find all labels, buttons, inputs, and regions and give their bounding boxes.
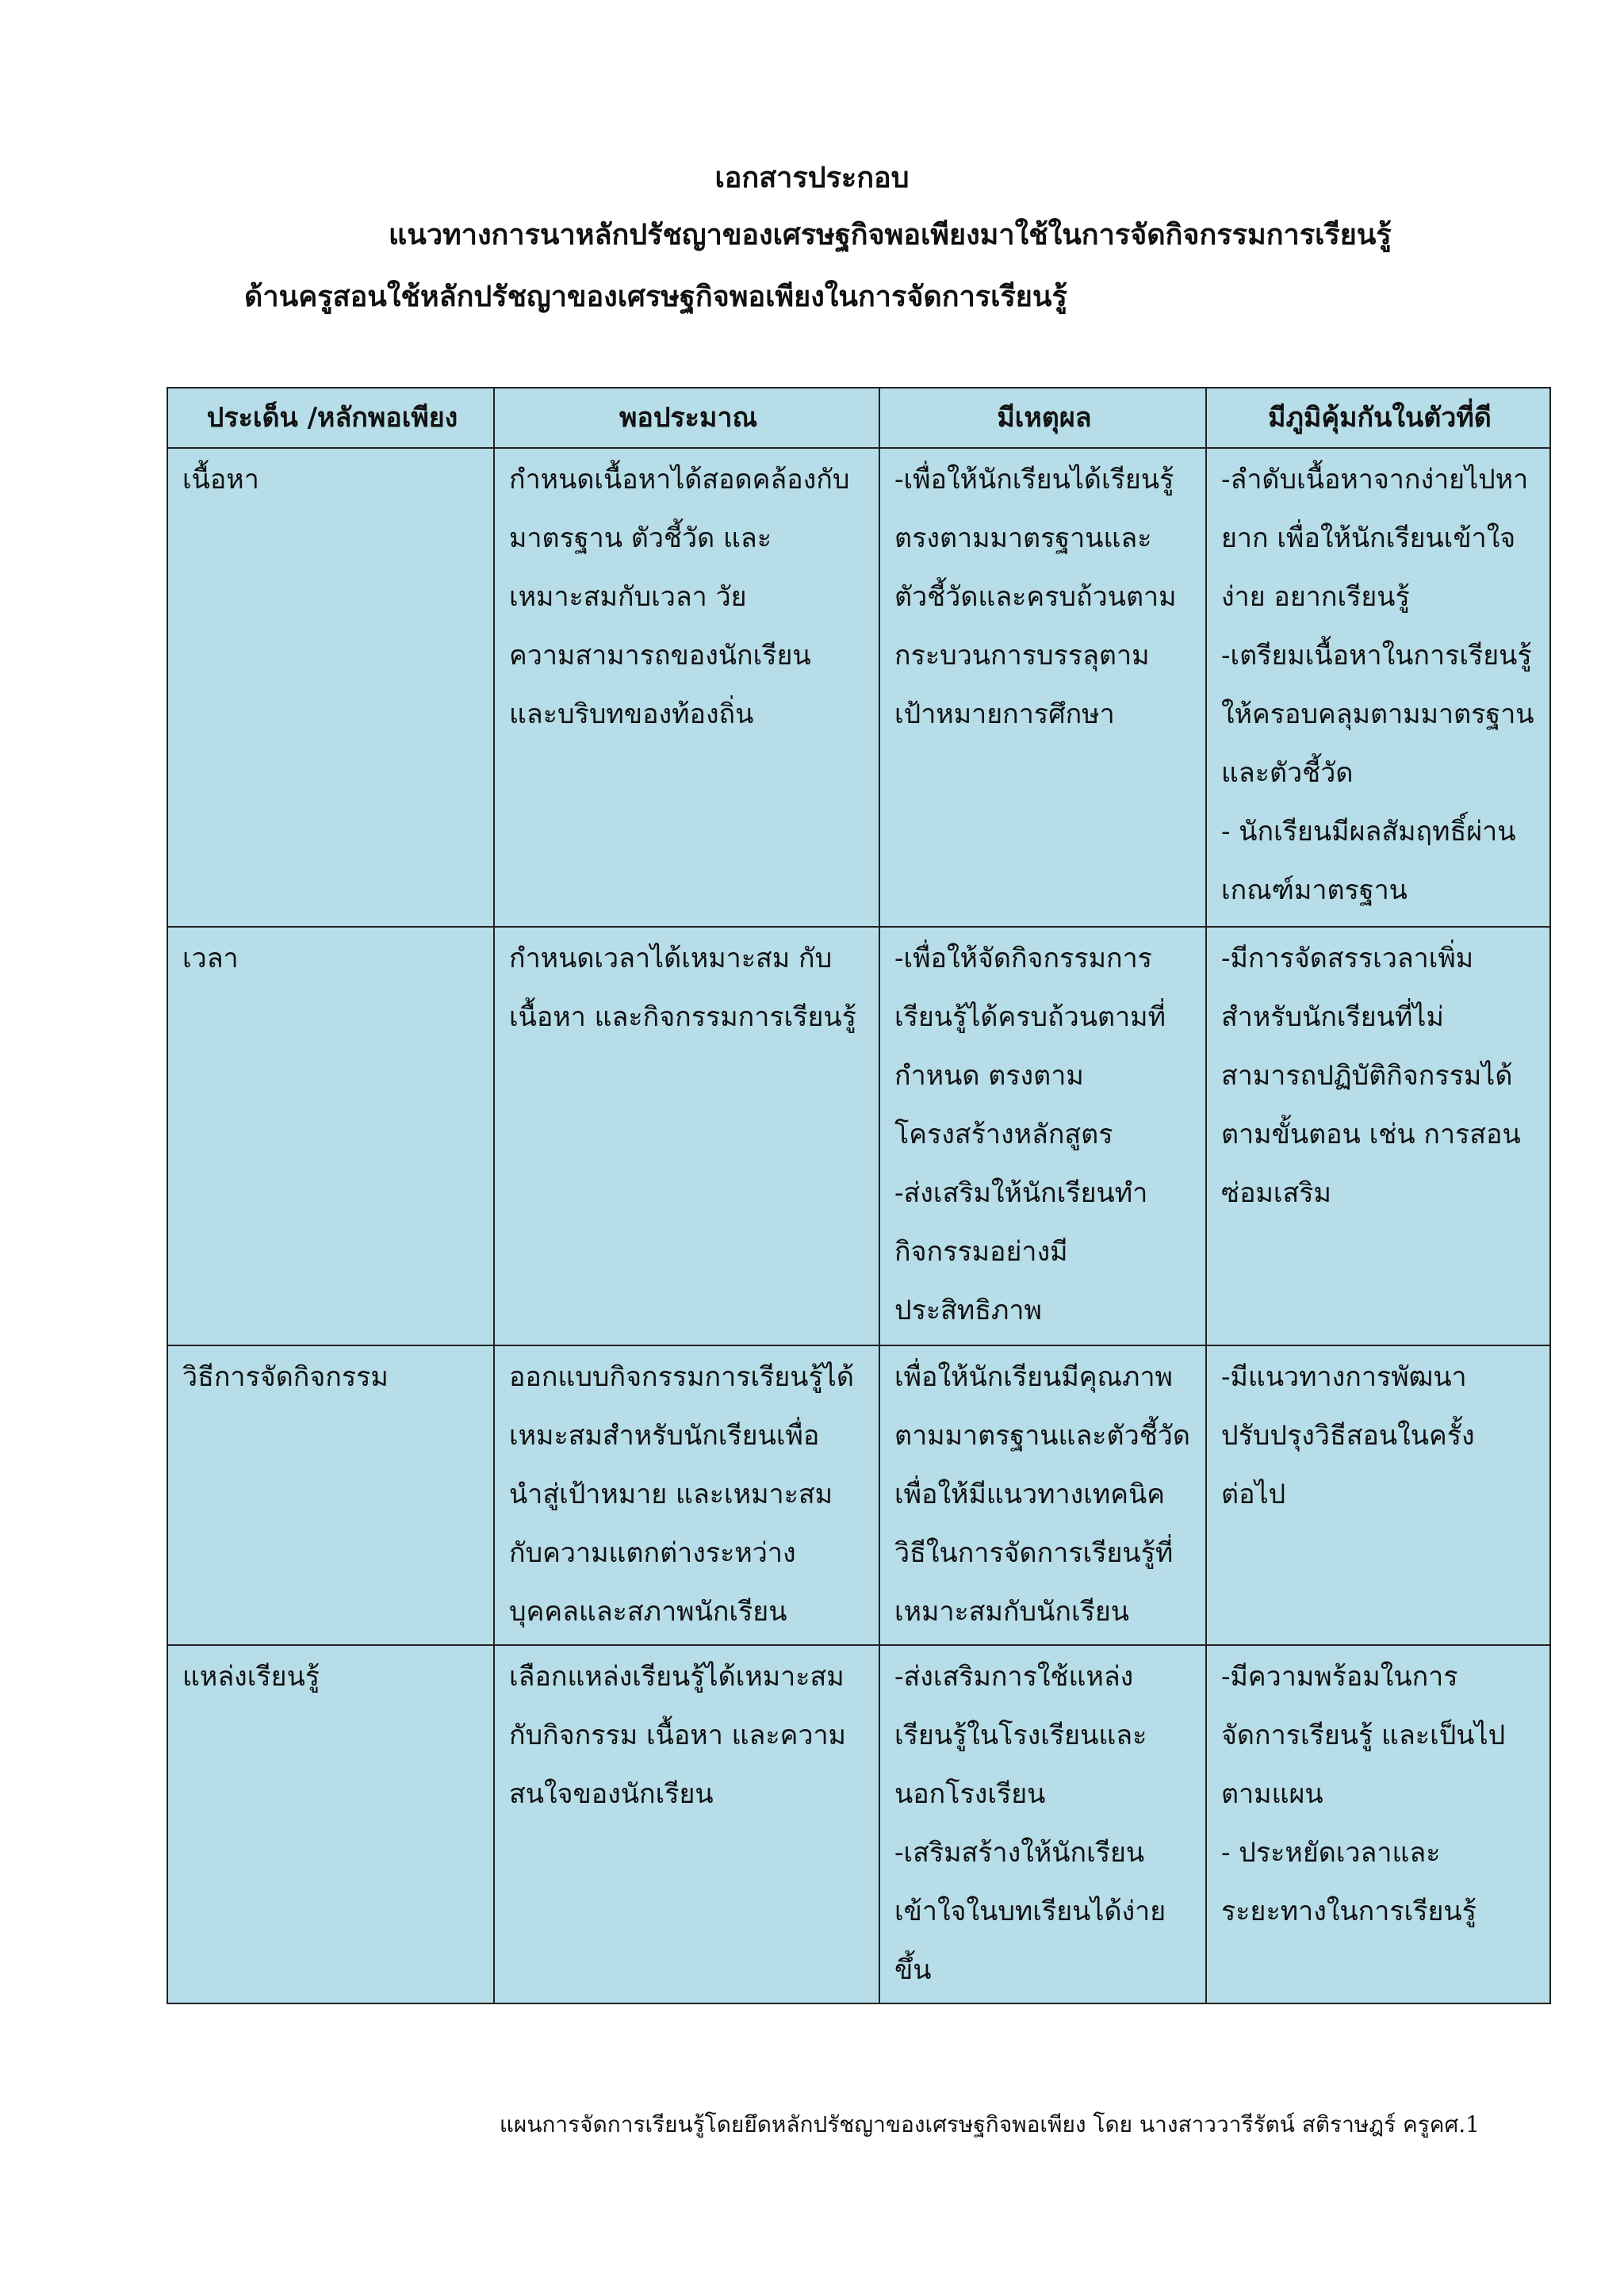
cell-line: กำหนด ตรงตาม xyxy=(894,1060,1084,1092)
cell-line: ต่อไป xyxy=(1221,1479,1286,1510)
cell-line: สำหรับนักเรียนที่ไม่ xyxy=(1221,1001,1444,1033)
cell-line: นำสู่เป้าหมาย และเหมาะสม xyxy=(509,1479,833,1510)
cell-line: -มีแนวทางการพัฒนา xyxy=(1221,1361,1467,1393)
cell-line: ขึ้น xyxy=(894,1954,932,1986)
cell-line: โครงสร้างหลักสูตร xyxy=(894,1119,1113,1150)
cell-line: -เพื่อให้นักเรียนได้เรียนรู้ xyxy=(894,464,1174,496)
cell-line: เวลา xyxy=(182,943,239,974)
cell-line: ระยะทางในการเรียนรู้ xyxy=(1221,1896,1477,1927)
header-reasonableness: มีเหตุผล xyxy=(879,388,1206,448)
cell-line: -ลำดับเนื้อหาจากง่ายไปหา xyxy=(1221,464,1529,496)
cell-line: เข้าใจในบทเรียนได้ง่าย xyxy=(894,1896,1166,1927)
cell-line: -ส่งเสริมการใช้แหล่ง xyxy=(894,1661,1134,1693)
cell-topic xyxy=(167,927,494,1345)
cell-line: กระบวนการบรรลุตาม xyxy=(894,640,1150,672)
cell-line: ตามมาตรฐานและตัวชี้วัด xyxy=(894,1420,1190,1452)
cell-line: ตรงตามมาตรฐานและ xyxy=(894,522,1152,554)
cell-line: และบริบทของท้องถิ่น xyxy=(509,698,754,730)
cell-line: วิธีการจัดกิจกรรม xyxy=(182,1361,389,1393)
cell-immunity xyxy=(1206,1345,1550,1645)
cell-line: ตัวชี้วัดและครบถ้วนตาม xyxy=(894,581,1177,613)
cell-immunity xyxy=(1206,1645,1550,2003)
cell-line: เลือกแหล่งเรียนรู้ได้เหมาะสม xyxy=(509,1661,845,1693)
header-moderation: พอประมาณ xyxy=(494,388,879,448)
cell-line: เกณฑ์มาตรฐาน xyxy=(1221,874,1408,906)
cell-line: เพื่อให้นักเรียนมีคุณภาพ xyxy=(894,1361,1173,1393)
cell-line: -เพื่อให้จัดกิจกรรมการ xyxy=(894,943,1152,974)
cell-line: บุคคลและสภาพนักเรียน xyxy=(509,1596,787,1628)
cell-line: เป้าหมายการศึกษา xyxy=(894,698,1115,730)
cell-topic xyxy=(167,1345,494,1645)
cell-line: เหมาะสมกับเวลา วัย xyxy=(509,581,747,613)
table-row xyxy=(167,927,1550,1345)
cell-line: จัดการเรียนรู้ และเป็นไป xyxy=(1221,1720,1506,1751)
cell-moderation xyxy=(494,1345,879,1645)
cell-immunity xyxy=(1206,927,1550,1345)
cell-line: ประสิทธิภาพ xyxy=(894,1295,1042,1326)
cell-line: - นักเรียนมีผลสัมฤทธิ์ผ่าน xyxy=(1221,816,1516,848)
cell-line: ความสามารถของนักเรียน xyxy=(509,640,811,672)
table-row xyxy=(167,448,1550,927)
cell-moderation xyxy=(494,448,879,927)
cell-line: เนื้อหา xyxy=(182,464,259,496)
cell-reasonableness xyxy=(879,448,1206,927)
cell-line: ยาก เพื่อให้นักเรียนเข้าใจ xyxy=(1221,522,1516,554)
cell-moderation xyxy=(494,1645,879,2003)
cell-line: -เตรียมเนื้อหาในการเรียนรู้ xyxy=(1221,640,1532,672)
cell-line: เหมาะสมกับนักเรียน xyxy=(894,1596,1130,1628)
cell-line: ซ่อมเสริม xyxy=(1221,1177,1331,1209)
cell-line: ปรับปรุงวิธีสอนในครั้ง xyxy=(1221,1420,1475,1452)
cell-line: ตามแผน xyxy=(1221,1778,1323,1810)
cell-line: และตัวชี้วัด xyxy=(1221,757,1354,789)
cell-line: เนื้อหา และกิจกรรมการเรียนรู้ xyxy=(509,1001,856,1033)
document-subtitle: แนวทางการนาหลักปรัชญาของเศรษฐกิจพอเพียงมาใช้ในการจัดกิจกรรมการเรียนรู้ xyxy=(389,218,1392,251)
cell-line: ออกแบบกิจกรรมการเรียนรู้ได้ xyxy=(509,1361,854,1393)
cell-line: -เสริมสร้างให้นักเรียน xyxy=(894,1837,1145,1869)
cell-line: ง่าย อยากเรียนรู้ xyxy=(1221,581,1410,613)
cell-line: กับความแตกต่างระหว่าง xyxy=(509,1537,796,1569)
cell-line: เพื่อให้มีแนวทางเทคนิค xyxy=(894,1479,1165,1510)
cell-line: เหมะสมสำหรับนักเรียนเพื่อ xyxy=(509,1420,820,1452)
cell-line: เรียนรู้ได้ครบถ้วนตามที่ xyxy=(894,1001,1166,1033)
section-heading: ด้านครูสอนใช้หลักปรัชญาของเศรษฐกิจพอเพียงในการจัดการเรียนรู้ xyxy=(244,280,1067,313)
cell-line: เรียนรู้ในโรงเรียนและ xyxy=(894,1720,1147,1751)
cell-line: สนใจของนักเรียน xyxy=(509,1778,714,1810)
cell-moderation xyxy=(494,927,879,1345)
cell-reasonableness xyxy=(879,1345,1206,1645)
cell-immunity xyxy=(1206,448,1550,927)
table-row xyxy=(167,1345,1550,1645)
cell-line: -มีความพร้อมในการ xyxy=(1221,1661,1458,1693)
cell-line: ตามขั้นตอน เช่น การสอน xyxy=(1221,1119,1521,1150)
table-header-row xyxy=(167,388,1550,448)
cell-line: กำหนดเวลาได้เหมาะสม กับ xyxy=(509,943,833,974)
cell-line: -ส่งเสริมให้นักเรียนทำ xyxy=(894,1177,1148,1209)
sufficiency-table xyxy=(167,387,1551,2004)
cell-line: กำหนดเนื้อหาได้สอดคล้องกับ xyxy=(509,464,850,496)
cell-line: แหล่งเรียนรู้ xyxy=(182,1661,320,1693)
cell-reasonableness xyxy=(879,1645,1206,2003)
table-body xyxy=(167,448,1550,2003)
cell-line: กับกิจกรรม เนื้อหา และความ xyxy=(509,1720,846,1751)
page-footer: แผนการจัดการเรียนรู้โดยยึดหลักปรัชญาของเศรษฐกิจพอเพียง โดย นางสาววารีรัตน์ สติราษฎร์ ครูคศ.1 xyxy=(499,2111,1480,2137)
header-topic: ประเด็น /หลักพอเพียง xyxy=(167,388,494,448)
cell-line: มาตรฐาน ตัวชี้วัด และ xyxy=(509,522,772,554)
cell-line: สามารถปฏิบัติกิจกรรมได้ xyxy=(1221,1060,1513,1092)
cell-topic xyxy=(167,448,494,927)
cell-line: ให้ครอบคลุมตามมาตรฐาน xyxy=(1221,698,1534,730)
cell-line: นอกโรงเรียน xyxy=(894,1778,1046,1810)
header-immunity: มีภูมิคุ้มกันในตัวที่ดี xyxy=(1206,388,1550,448)
document-title: เอกสารประกอบ xyxy=(714,161,910,194)
cell-line: - ประหยัดเวลาและ xyxy=(1221,1837,1441,1869)
cell-line: วิธีในการจัดการเรียนรู้ที่ xyxy=(894,1537,1174,1569)
cell-reasonableness xyxy=(879,927,1206,1345)
table-row xyxy=(167,1645,1550,2003)
cell-topic xyxy=(167,1645,494,2003)
cell-line: -มีการจัดสรรเวลาเพิ่ม xyxy=(1221,943,1474,974)
cell-line: กิจกรรมอย่างมี xyxy=(894,1236,1068,1268)
